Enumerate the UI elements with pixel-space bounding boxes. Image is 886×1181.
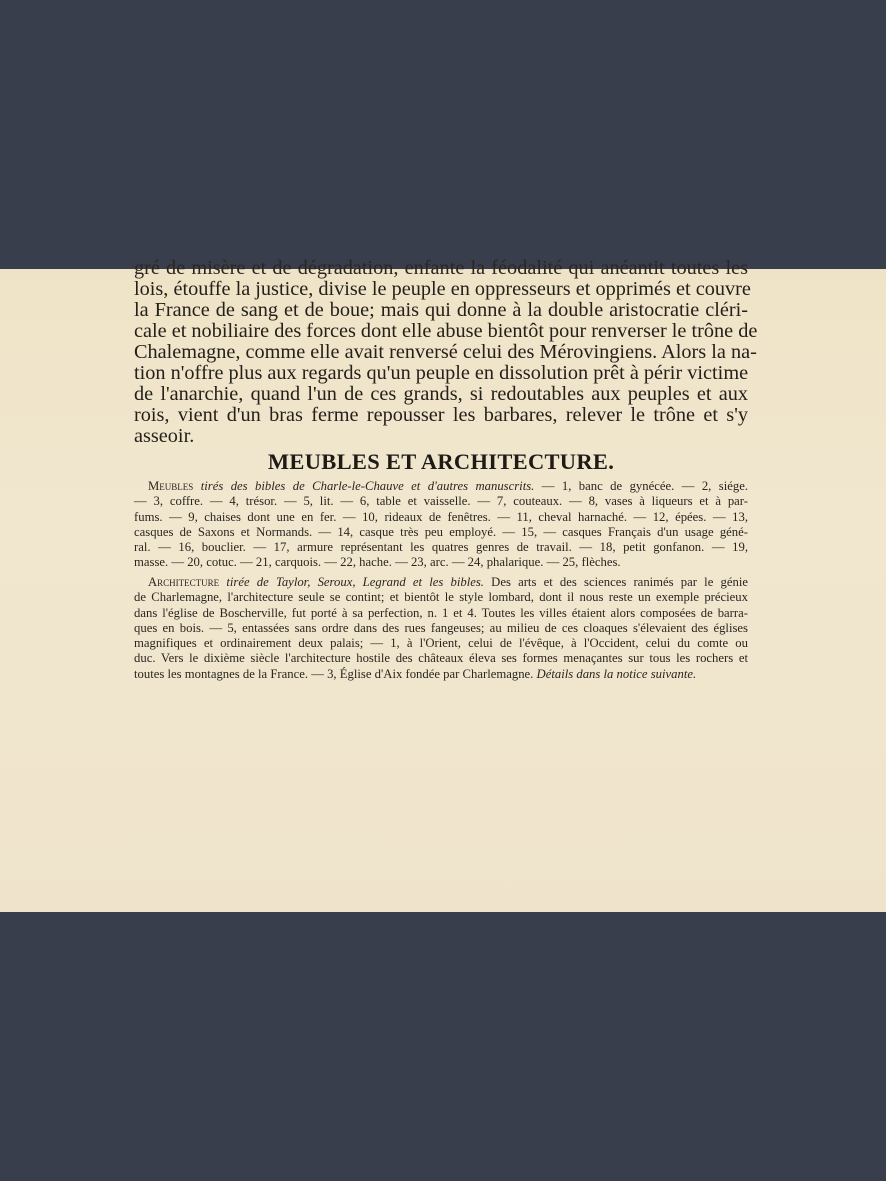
meubles-line: — 3, coffre. — 4, trésor. — 5, lit. — 6, table et vaisselle. — 7, couteaux. — 8, vases à liqueurs et à par-	[134, 494, 748, 509]
architecture-line1-rest: Des arts et des sciences ranimés par le génie	[491, 575, 749, 589]
architecture-lead: Architecture	[148, 575, 220, 589]
body-line: asseoir.	[134, 425, 195, 447]
architecture-first-line	[134, 575, 748, 590]
architecture-line: magnifiques et ordinairement deux palais; — 1, à l'Orient, celui de l'évêque, à l'Occident, celui du comte ou	[134, 636, 748, 651]
architecture-lead-italic: tirée de Taylor, Seroux, Legrand et les bibles.	[226, 575, 484, 589]
architecture-last-italic: Détails dans la notice suivante.	[536, 666, 697, 681]
meubles-line: ral. — 16, bouclier. — 17, armure représentant les quatres genres de travail. — 18, petit gonfanon. — 19,	[134, 540, 748, 555]
body-line: la France de sang et de boue; mais qui donne à la double aristocratie cléri-	[134, 299, 748, 321]
architecture-line: dans l'église de Boscherville, fut porté à sa perfection, n. 1 et 4. Toutes les villes étaient alors composées de barra-	[134, 605, 748, 620]
meubles-lead-italic: tirés des bibles de Charle-le-Chauve et d'autres manuscrits.	[200, 479, 535, 493]
body-line: gré de misère et de dégradation, enfante la féodalité qui anéantit toutes les	[134, 257, 748, 279]
meubles-line: casques de Saxons et Normands. — 14, casque très peu employé. — 15, — casques Français d'un usage géné-	[134, 524, 748, 539]
body-line: lois, étouffe la justice, divise le peuple en oppresseurs et opprimés et couvre	[134, 278, 751, 300]
body-paragraph	[134, 257, 758, 447]
body-line: Chalemagne, comme elle avait renversé celui des Mérovingiens. Alors la na-	[134, 341, 757, 363]
meubles-first-line	[134, 479, 748, 494]
architecture-last-text: toutes les montagnes de la France. — 3, Église d'Aix fondée par Charlemagne.	[134, 666, 534, 681]
architecture-paragraph	[134, 575, 748, 682]
architecture-line: de Charlemagne, l'architecture seule se contint; et bientôt le style lombard, dont il nous reste un exemple précieux	[134, 590, 748, 605]
meubles-paragraph	[134, 479, 748, 571]
architecture-line: duc. Vers le dixième siècle l'architecture hostile des châteaux éleva ses formes menaçantes sur tous les rochers et	[134, 651, 748, 666]
section-title: MEUBLES ET ARCHITECTURE.	[267, 449, 615, 474]
meubles-line1-rest: — 1, banc de gynécée. — 2, siége.	[541, 479, 748, 493]
meubles-line: fums. — 9, chaises dont une en fer. — 10, rideaux de fenêtres. — 11, cheval harnaché. — 12, épées. — 13,	[134, 509, 748, 524]
architecture-last-line	[134, 667, 748, 682]
architecture-line: ques en bois. — 5, entassées sans ordre dans des rues fangeuses; au milieu de ces cloaques s'élevaient des églises	[134, 620, 748, 635]
meubles-line: masse. — 20, cotuc. — 21, carquois. — 22, hache. — 23, arc. — 24, phalarique. — 25, flèches.	[134, 555, 621, 570]
body-line: cale et nobiliaire des forces dont elle abuse bientôt pour renverser le trône de	[134, 320, 758, 342]
body-line: rois, vient d'un bras ferme repousser les barbares, relever le trône et s'y	[134, 404, 748, 426]
meubles-lead: Meubles	[148, 479, 194, 493]
body-line: tion n'offre plus aux regards qu'un peuple en dissolution prêt à périr victime	[134, 362, 749, 384]
scanned-page	[0, 257, 886, 912]
body-line: de l'anarchie, quand l'un de ces grands, si redoutables aux peuples et aux	[134, 383, 748, 405]
